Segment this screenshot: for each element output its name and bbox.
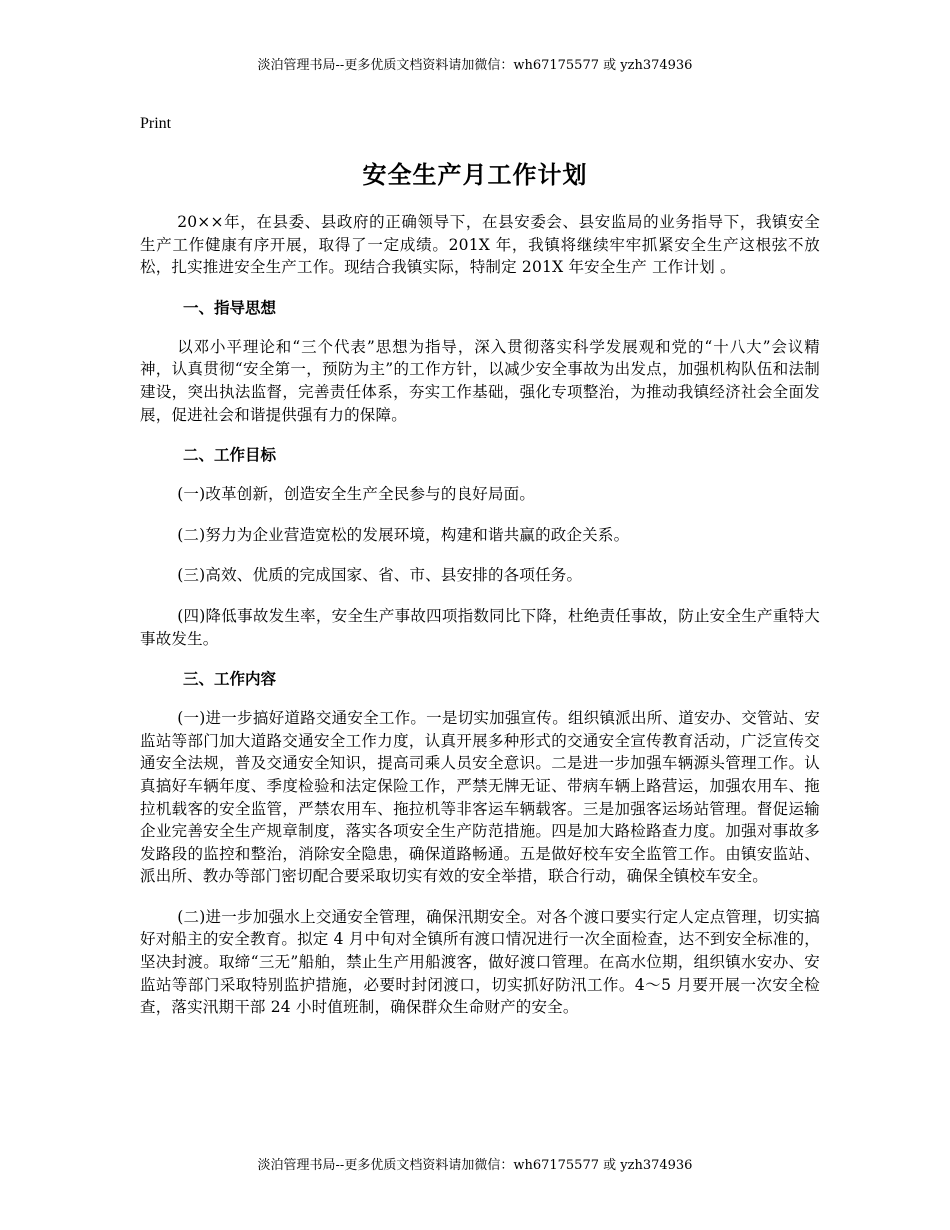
guiding-thought-paragraph: 以邓小平理论和“三个代表”思想为指导，深入贯彻落实科学发展观和党的“十八大”会议精神，认真贯彻“安全第一，预防为主”的工作方针，以减少安全事故为出发点，加强机构队伍和法制建设，突出执法监督，完善责任体系，夯实工作基础，强化专项整治，为推动我镇经济社会全面发展，促进社会和谐提供强有力的保障。 (140, 337, 820, 424)
goal-item-3: (三)高效、优质的完成国家、省、市、县安排的各项任务。 (177, 566, 583, 585)
document-body (140, 211, 820, 1037)
content-item-road-traffic: (一)进一步搞好道路交通安全工作。一是切实加强宣传。组织镇派出所、道安办、交管站、安监站等部门加大道路交通安全工作力度，认真开展多种形式的交通安全宣传教育活动，广泛宣传交通安全法规，普及交通安全知识，提高司乘人员安全意识。二是进一步加强车辆源头管理工作。认真搞好车辆年度、季度检验和法定保险工作，严禁无牌无证、带病车辆上路营运，加强农用车、拖拉机载客的安全监管，严禁农用车、拖拉机等非客运车辆载客。三是加强客运场站管理。督促运输企业完善安全生产规章制度，落实各项安全生产防范措施。四是加大路检路查力度。加强对事故多发路段的监控和整治，消除安全隐患，确保道路畅通。五是做好校车安全监管工作。由镇安监站、派出所、教办等部门密切配合要采取切实有效的安全举措，联合行动，确保全镇校车安全。 (140, 709, 820, 886)
page-header: 淡泊管理书局--更多优质文档资料请加微信：wh67175577 或 yzh374936 (257, 58, 693, 73)
intro-paragraph: 20××年，在县委、县政府的正确领导下，在县安委会、县安监局的业务指导下，我镇安全生产工作健康有序开展，取得了一定成绩。201X 年，我镇将继续牢牢抓紧安全生产这根弦不放松，扎实推进安全生产工作。现结合我镇实际，特制定 201X 年安全生产 工作计划 。 (140, 213, 820, 277)
goal-item-4: (四)降低事故发生率，安全生产事故四项指数同比下降，杜绝责任事故，防止安全生产重特大事故发生。 (140, 606, 820, 648)
section-heading-work-goals: 二、工作目标 (183, 446, 277, 465)
print-label: Print (140, 115, 172, 132)
document-title: 安全生产月工作计划 (362, 161, 588, 189)
page-footer: 淡泊管理书局--更多优质文档资料请加微信：wh67175577 或 yzh374936 (257, 1158, 693, 1173)
content-item-water-traffic: (二)进一步加强水上交通安全管理，确保汛期安全。对各个渡口要实行定人定点管理，切实搞好对船主的安全教育。拟定 4 月中旬对全镇所有渡口情况进行一次全面检查，达不到安全标准的，坚决封渡。取缔“三无”船舶，禁止生产用船渡客，做好渡口管理。在高水位期，组织镇水安办、安监站等部门采取特别监护措施，必要时封闭渡口，切实抓好防汛工作。4～5 月要开展一次安全检查，落实汛期干部 24 小时值班制，确保群众生命财产的安全。 (140, 907, 820, 1017)
goal-item-2: (二)努力为企业营造宽松的发展环境，构建和谐共赢的政企关系。 (177, 525, 630, 544)
section-heading-guiding-thought: 一、指导思想 (183, 298, 277, 317)
section-heading-work-content: 三、工作内容 (183, 670, 277, 689)
goal-item-1: (一)改革创新，创造安全生产全民参与的良好局面。 (177, 485, 536, 504)
